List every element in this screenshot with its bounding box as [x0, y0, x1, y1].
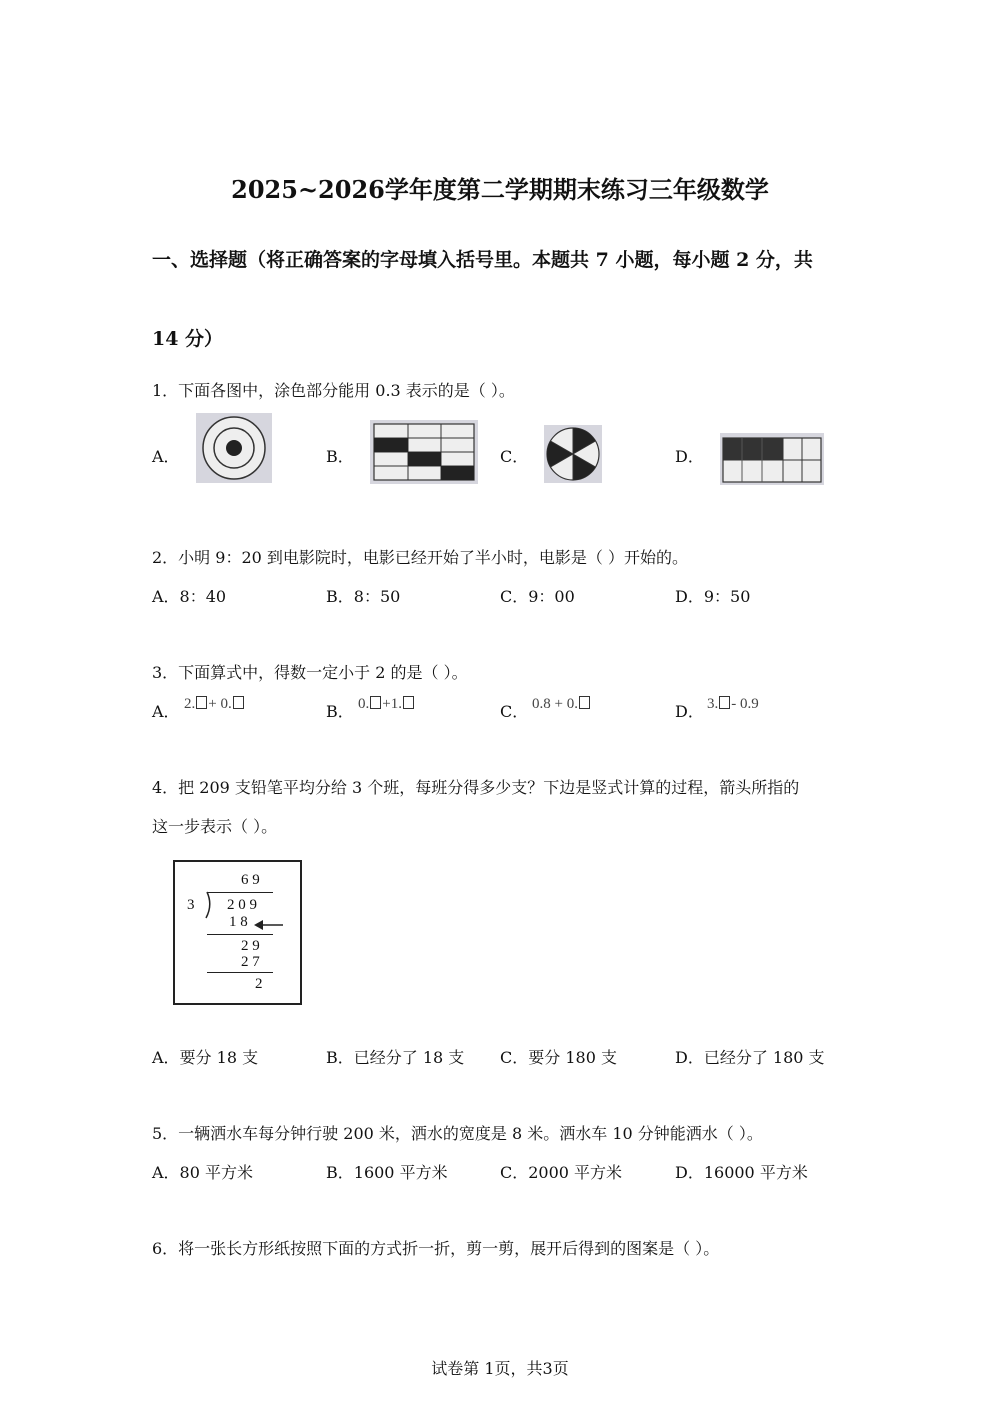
q1-label-b: B． [326, 447, 354, 466]
q3-label-c: C． [500, 702, 529, 721]
q3-expression-d: 3. - 0.9 [707, 696, 759, 712]
q2-option-a: A．8：40 [152, 587, 227, 606]
q1-figure-b-grid [370, 420, 478, 484]
q1-figure-d-grid [720, 433, 824, 485]
q1-label-c: C． [500, 447, 529, 466]
q4-option-b: B．已经分了 18 支 [326, 1048, 465, 1067]
q2-option-d: D．9：50 [675, 587, 751, 606]
arrow-left-icon [254, 919, 284, 931]
division-quotient: 6 9 [241, 872, 260, 888]
q1-text: 1．下面各图中，涂色部分能用 0.3 表示的是（ ）。 [152, 381, 515, 400]
q3-label-a: A． [152, 702, 180, 721]
blank-box [196, 696, 207, 709]
q3-label-d: D． [675, 702, 704, 721]
q4-text-line1: 4．把 209 支铅笔平均分给 3 个班，每班分得多少支？下边是竖式计算的过程，箭头所指的 [152, 778, 800, 797]
q4-option-c: C．要分 180 支 [500, 1048, 617, 1067]
q1-label-a: A． [152, 447, 180, 466]
q4-option-d: D．已经分了 180 支 [675, 1048, 825, 1067]
section1-heading-line2: 14 分） [152, 328, 224, 350]
division-line-2 [207, 972, 273, 973]
division-bracket-curve [203, 891, 213, 919]
q2-text: 2．小明 9：20 到电影院时，电影已经开始了半小时，电影是（ ）开始的。 [152, 548, 688, 567]
blank-box [403, 696, 414, 709]
blank-box [233, 696, 244, 709]
division-step-27: 2 7 [241, 954, 260, 970]
q1-label-d: D． [675, 447, 704, 466]
q1-figure-c-pie [544, 425, 602, 483]
q5-option-a: A．80 平方米 [152, 1163, 254, 1182]
blank-box [370, 696, 381, 709]
blank-box [719, 696, 730, 709]
page-title: 2025~2026学年度第二学期期末练习三年级数学 [231, 175, 769, 204]
q5-text: 5．一辆洒水车每分钟行驶 200 米，洒水的宽度是 8 米。洒水车 10 分钟能洒水（ ）。 [152, 1124, 763, 1143]
division-step-29: 2 9 [241, 938, 260, 954]
blank-box [579, 696, 590, 709]
section1-heading-line1: 一、选择题（将正确答案的字母填入括号里。本题共 7 小题，每小题 2 分，共 [152, 249, 813, 271]
division-dividend: 2 0 9 [227, 897, 257, 913]
division-line-1 [207, 934, 273, 935]
q5-option-c: C．2000 平方米 [500, 1163, 623, 1182]
division-bracket-top [207, 892, 273, 893]
q3-expression-a: 2. + 0. [184, 696, 245, 713]
q4-option-a: A．要分 18 支 [152, 1048, 259, 1067]
division-remainder: 2 [255, 976, 263, 992]
q3-label-b: B． [326, 702, 354, 721]
division-divisor: 3 [187, 897, 195, 913]
q5-option-d: D．16000 平方米 [675, 1163, 808, 1182]
division-step-18: 1 8 [229, 914, 248, 930]
q6-text: 6．将一张长方形纸按照下面的方式折一折，剪一剪，展开后得到的图案是（ ）。 [152, 1239, 720, 1258]
long-division-figure [173, 860, 302, 1005]
q2-option-b: B．8：50 [326, 587, 401, 606]
q4-text-line2: 这一步表示（ ）。 [152, 817, 278, 836]
q3-text: 3．下面算式中，得数一定小于 2 的是（ ）。 [152, 663, 468, 682]
q3-expression-b: 0. +1. [358, 696, 415, 713]
q3-expression-c: 0.8 + 0. [532, 696, 591, 713]
q2-option-c: C．9：00 [500, 587, 575, 606]
q1-figure-a-circles [196, 413, 272, 483]
q5-option-b: B．1600 平方米 [326, 1163, 448, 1182]
page-footer: 试卷第 1页，共3页 [431, 1359, 569, 1378]
